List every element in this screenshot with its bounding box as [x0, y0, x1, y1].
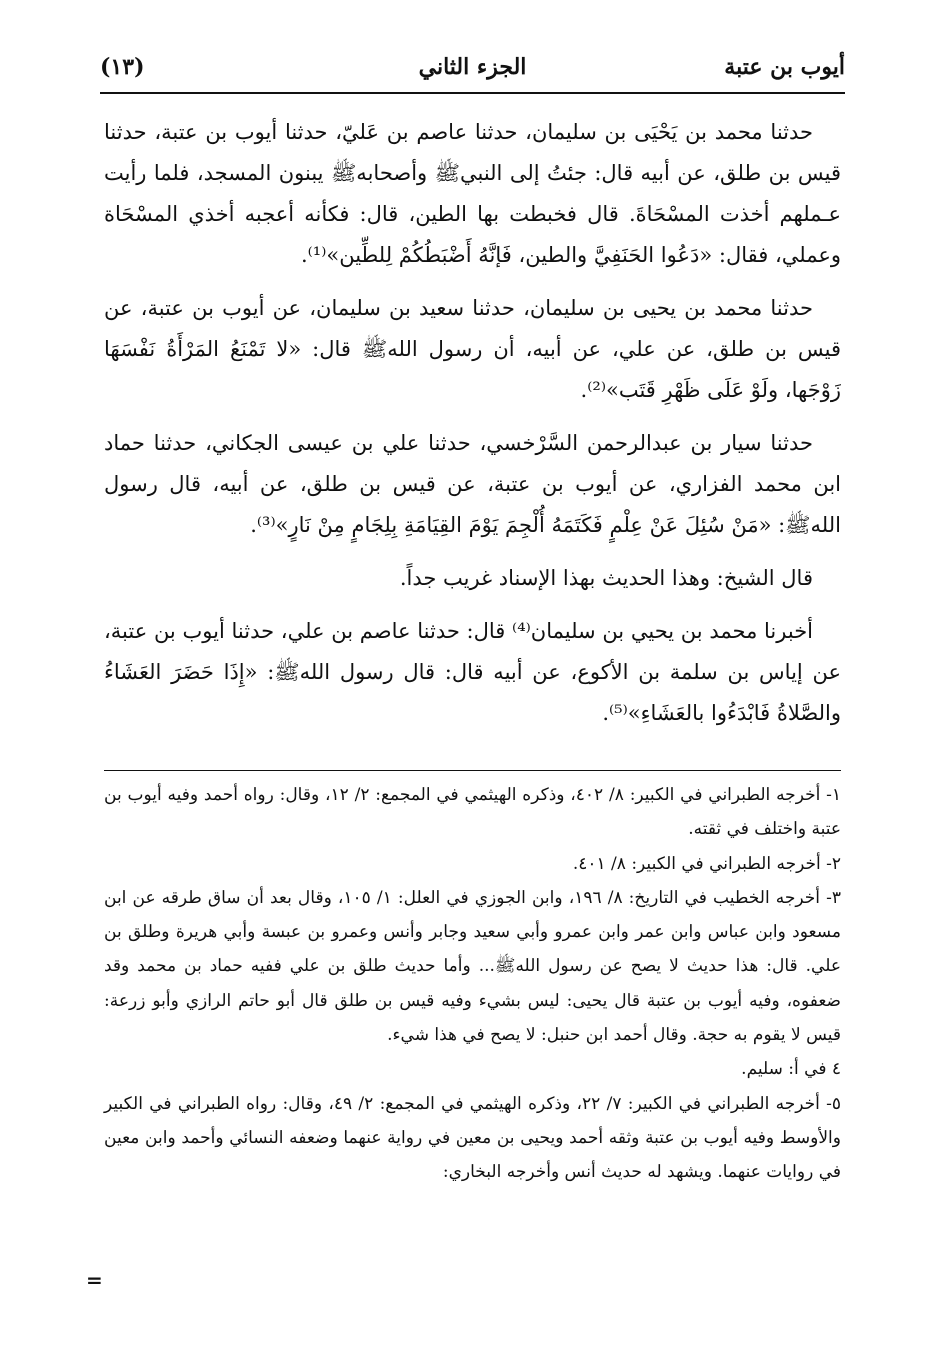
- header-rule: [100, 92, 845, 94]
- footnote: ٣- أخرجه الخطيب في التاريخ: ٨/ ١٩٦، وابن الجوزي في العلل: ١/ ١٠٥، وقال بعد أن ساق طرقه عن ابن مسعود وابن عباس وابن عمر وابن عمرو وأبي سعيد وجابر وأنس وعمرو بن عبسة وأبي هريرة وطلق بن علي. قال: هذا حديث لا يصح عن رسول اللهﷺ... وأما حديث طلق بن علي ففيه حماد بن محمد وقد ضعفوه، وفيه أيوب بن عتبة قال يحيى: ليس بشيء وفيه قيس بن طلق قال أبو حاتم الرازي وأبو زرعة: قيس لا يقوم به حجة. وقال أحمد ابن حنبل: لا يصح في هذا شيء.: [104, 887, 842, 1046]
- page-header: [100, 48, 845, 88]
- main-text: [104, 112, 841, 746]
- footnote: ٥- أخرجه الطبراني في الكبير: ٧/ ٢٢، وذكره الهيثمي في المجمع: ٢/ ٤٩، وقال: رواه الطبراني في الكبير والأوسط وفيه أيوب بن عتبة وثقه أحمد ويحيى بن معين في رواية عنهما وضعفه النسائي وأحمد وابن معين في روايات عنهما. ويشهد له حديث أنس وأخرجه البخاري:: [104, 1093, 842, 1183]
- volume-title: الجزء الثاني: [418, 54, 527, 80]
- hadith-paragraph: أخبرنا محمد بن يحيي بن سليمان⁽⁴⁾ قال: حدثنا عاصم بن علي، حدثنا أيوب بن عتبة، عن إياس بن سلمة بن الأكوع، عن أبيه قال: قال رسول اللهﷺ: «إِذَا حَضَرَ العَشَاءُ والصَّلاةُ فَابْدَءُوا بالعَشَاءِ»⁽⁵⁾.: [104, 619, 841, 725]
- sheikh-comment: قال الشيخ: وهذا الحديث بهذا الإسناد غريب جداً.: [399, 566, 813, 590]
- hadith-paragraph: حدثنا سيار بن عبدالرحمن السَّرْخسي، حدثنا علي بن عيسى الجكاني، حدثنا حماد ابن محمد الفزاري، عن أيوب بن عتبة، عن قيس بن طلق، عن أبيه، قال رسول اللهﷺ: «مَنْ سُئِلَ عَنْ عِلْمٍ فَكَتَمَهُ أُلْجِمَ يَوْمَ القِيَامَةِ بِلِجَامٍ مِنْ نَارٍ»⁽³⁾.: [104, 431, 841, 537]
- running-title: أيوب بن عتبة: [724, 54, 845, 80]
- continuation-mark: =: [86, 1268, 103, 1292]
- hadith-paragraph: حدثنا محمد بن يَحْيَى بن سليمان، حدثنا عاصم بن عَليّ، حدثنا أيوب بن عتبة، حدثنا قيس بن طلق، عن أبيه قال: جئتُ إلى النبيﷺ وأصحابهﷺ يبنون المسجد، فلما رأيت عـملهم أخذت المسْحَاةَ. قال فخبطت بها الطين، قال: فكأنه أعجبه أخذي المسْحَاة وعملي، فقال: «دَعُوا الحَنَفِيَّ والطين، فَإنَّهُ أَضْبَطُكُمْ لِلطِّين»⁽¹⁾.: [104, 120, 841, 267]
- footnote: ٢- أخرجه الطبراني في الكبير: ٨/ ٤٠١.: [572, 853, 841, 874]
- footnotes: [104, 778, 841, 1190]
- page-number: (١٣): [100, 54, 145, 80]
- footnote: ١- أخرجه الطبراني في الكبير: ٨/ ٤٠٢، وذكره الهيثمي في المجمع: ٢/ ١٢، وقال: رواه أحمد وفيه أيوب بن عتبة واختلف في ثقته.: [104, 785, 842, 840]
- footnote: ٤ في أ: سليم.: [741, 1059, 841, 1080]
- footnote-rule: [104, 770, 841, 771]
- hadith-paragraph: حدثنا محمد بن يحيى بن سليمان، حدثنا سعيد بن سليمان، عن أيوب بن عتبة، عن قيس بن طلق، عن علي، عن أبيه، أن رسول اللهﷺ قال: «لا تَمْنَعُ المَرْأَةُ نَفْسَهَا زَوْجَها، ولَوْ عَلَى ظَهْرِ قَتَب»⁽²⁾.: [104, 296, 841, 402]
